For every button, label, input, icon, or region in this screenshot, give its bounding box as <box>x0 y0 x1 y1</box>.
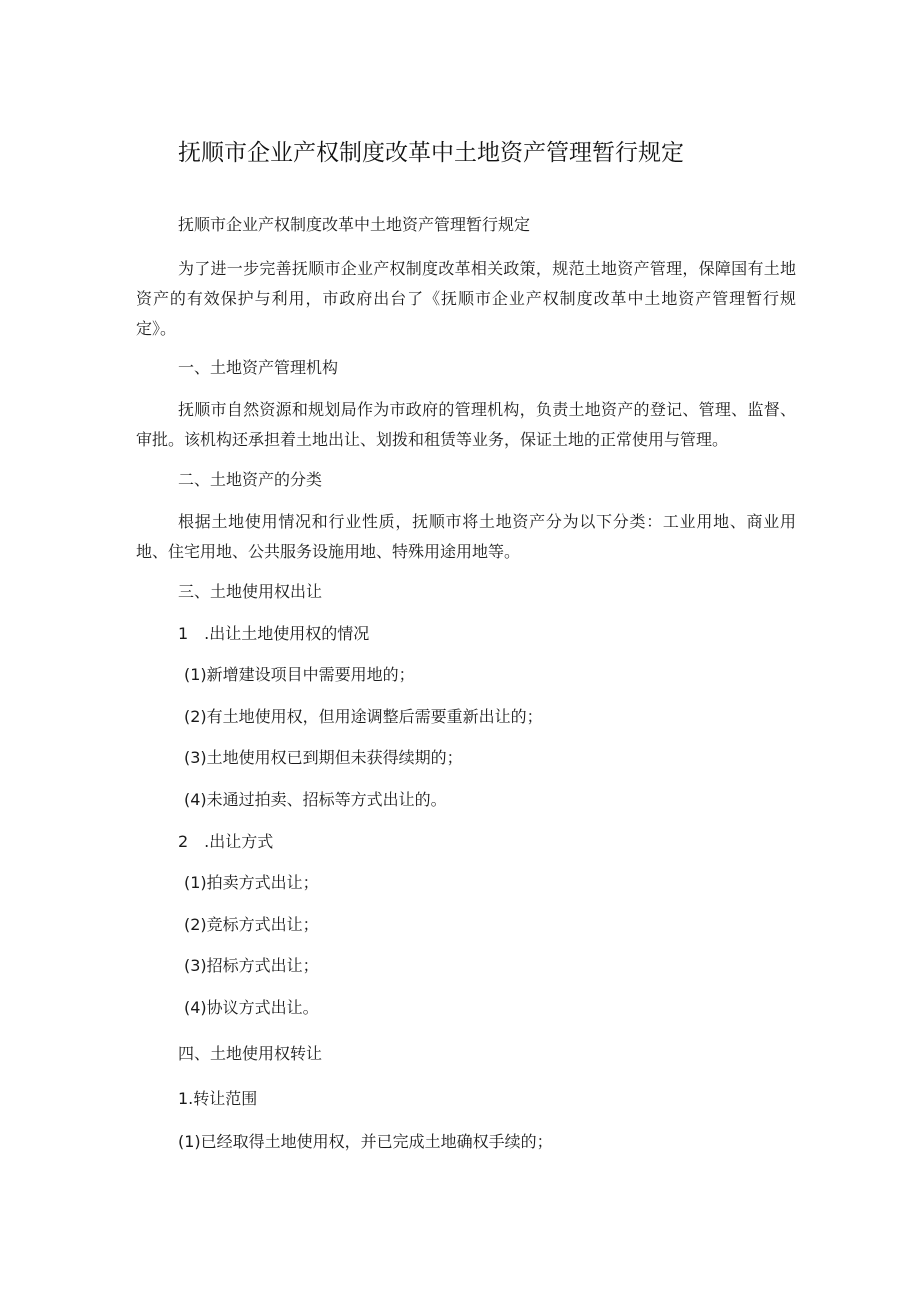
list-item: (4)协议方式出让。 <box>184 998 319 1017</box>
section4-heading: 四、土地使用权转让 <box>178 1044 323 1063</box>
list-item: (3)招标方式出让； <box>184 956 319 975</box>
section4-sub1-heading: 1.转让范围 <box>178 1089 258 1108</box>
list-item: (1)拍卖方式出让； <box>184 873 319 892</box>
section3-heading: 三、土地使用权出让 <box>178 582 323 601</box>
list-item: (1)已经取得土地使用权，并已完成土地确权手续的； <box>178 1132 553 1151</box>
section3-sub1-heading: 1 .出让土地使用权的情况 <box>178 624 370 643</box>
section1-heading: 一、土地资产管理机构 <box>178 358 339 377</box>
document-title: 抚顺市企业产权制度改革中土地资产管理暂行规定 <box>178 140 684 166</box>
document-subtitle: 抚顺市企业产权制度改革中土地资产管理暂行规定 <box>178 215 531 234</box>
intro-paragraph: 为了进一步完善抚顺市企业产权制度改革相关政策，规范土地资产管理，保障国有土地资产的有效保护与利用，市政府出台了《抚顺市企业产权制度改革中土地资产管理暂行规定》。 <box>136 259 796 338</box>
list-item: (3)土地使用权已到期但未获得续期的； <box>184 748 463 767</box>
section3-sub2-heading: 2 .出让方式 <box>178 832 274 851</box>
list-item: (2)有土地使用权，但用途调整后需要重新出让的； <box>184 707 543 726</box>
section2-body: 根据土地使用情况和行业性质，抚顺市将土地资产分为以下分类：工业用地、商业用地、住宅用地、公共服务设施用地、特殊用途用地等。 <box>136 512 796 561</box>
section2-heading: 二、土地资产的分类 <box>178 470 323 489</box>
list-item: (1)新增建设项目中需要用地的； <box>184 665 415 684</box>
list-item: (2)竞标方式出让； <box>184 915 319 934</box>
list-item: (4)未通过拍卖、招标等方式出让的。 <box>184 790 447 809</box>
section1-body: 抚顺市自然资源和规划局作为市政府的管理机构，负责土地资产的登记、管理、监督、审批。该机构还承担着土地出让、划拨和租赁等业务，保证土地的正常使用与管理。 <box>136 400 796 449</box>
